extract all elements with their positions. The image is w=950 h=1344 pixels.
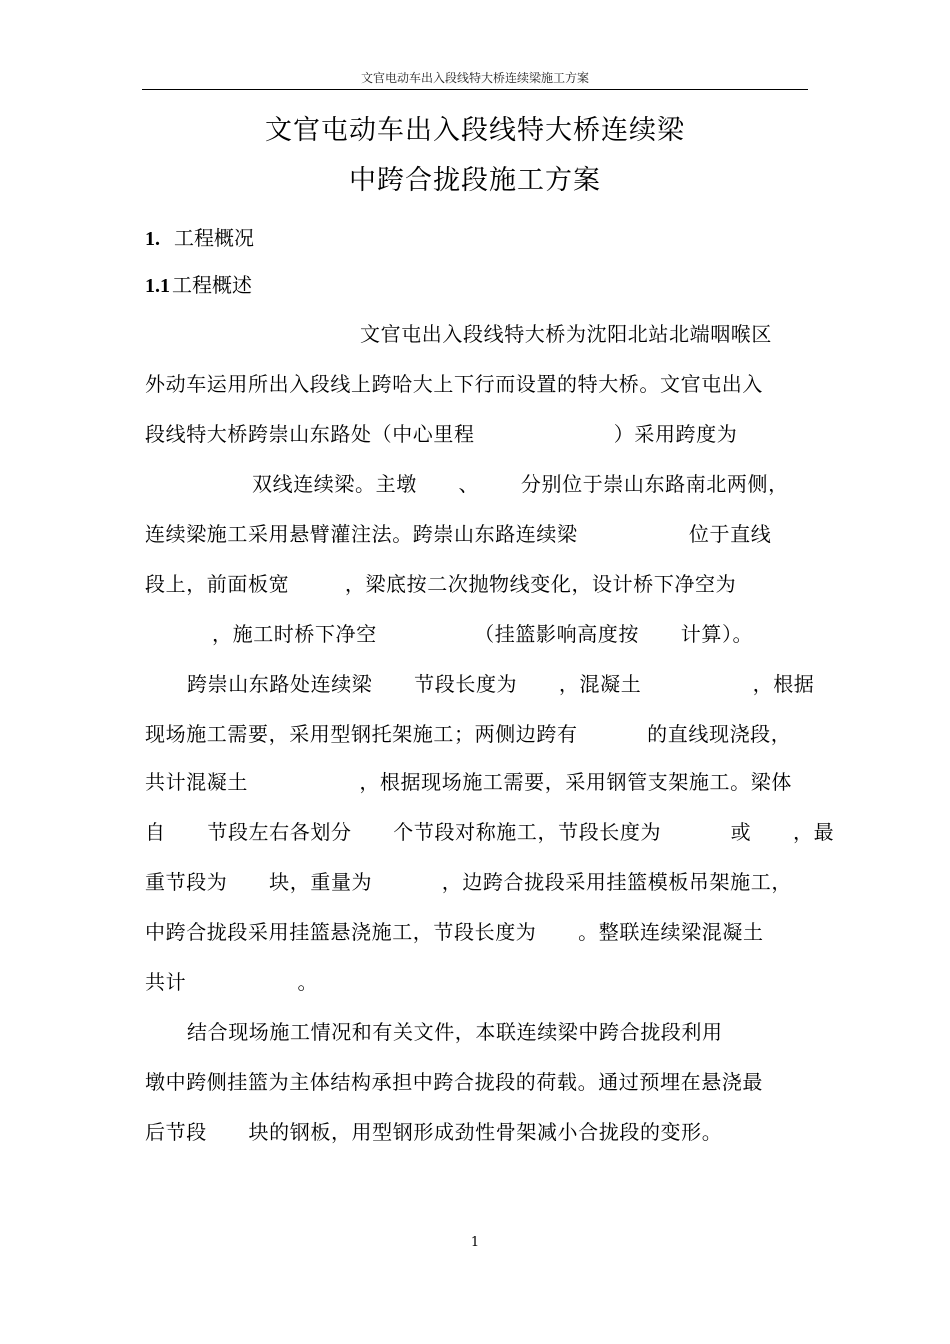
paragraph-line: 现场施工需要，采用型钢托架施工；两侧边跨有 的直线现浇段，	[145, 722, 792, 746]
header-rule	[142, 89, 808, 90]
paragraph-line: 后节段 块的钢板，用型钢形成劲性骨架减小合拢段的变形。	[145, 1120, 723, 1144]
section-label: 工程概况	[174, 226, 254, 250]
paragraph-line: 共计混凝土 ，根据现场施工需要，采用钢管支架施工。梁体	[145, 770, 792, 794]
paragraph-line: 结合现场施工情况和有关文件，本联连续梁中跨合拢段利用	[187, 1020, 723, 1044]
paragraph-line: 双线连续梁。主墩 、 分别位于崇山东路南北两侧，	[252, 472, 789, 496]
section-heading-1	[145, 225, 254, 252]
document-title-line-2: 中跨合拢段施工方案	[349, 165, 601, 196]
paragraph-line: 墩中跨侧挂篮为主体结构承担中跨合拢段的荷载。通过预埋在悬浇最	[145, 1070, 763, 1094]
paragraph-line: 自 节段左右各划分 个节段对称施工，节段长度为 或 ，最	[145, 820, 835, 844]
page-number: 1	[470, 1235, 480, 1250]
paragraph-line: 重节段为 块，重量为 ，边跨合拢段采用挂篮模板吊架施工，	[145, 870, 792, 894]
paragraph-line: 跨崇山东路处连续梁 节段长度为 ，混凝土 ，根据	[187, 672, 815, 696]
section-label: 工程概述	[172, 273, 252, 297]
paragraph-line: 文官屯出入段线特大桥为沈阳北站北端咽喉区	[360, 322, 772, 346]
paragraph-line: 外动车运用所出入段线上跨哈大上下行而设置的特大桥。文官屯出入	[145, 372, 763, 396]
section-heading-1-1	[145, 272, 252, 299]
document-title-line-1: 文官屯动车出入段线特大桥连续梁	[265, 115, 685, 146]
paragraph-line: 共计 。	[145, 970, 319, 994]
paragraph-line: 中跨合拢段采用挂篮悬浇施工，节段长度为 。整联连续梁混凝土	[145, 920, 764, 944]
paragraph-line: 段上，前面板宽 ，梁底按二次抛物线变化，设计桥下净空为	[145, 572, 737, 596]
section-number: 1.	[145, 228, 160, 250]
section-number: 1.1	[145, 275, 170, 297]
running-header: 文官电动车出入段线特大桥连续梁施工方案	[360, 71, 589, 85]
paragraph-line: 段线特大桥跨崇山东路处（中心里程 ）采用跨度为	[145, 422, 738, 446]
paragraph-line: ，施工时桥下净空 （挂篮影响高度按 计算）。	[212, 622, 754, 646]
paragraph-line: 连续梁施工采用悬臂灌注法。跨崇山东路连续梁 位于直线	[145, 522, 772, 546]
